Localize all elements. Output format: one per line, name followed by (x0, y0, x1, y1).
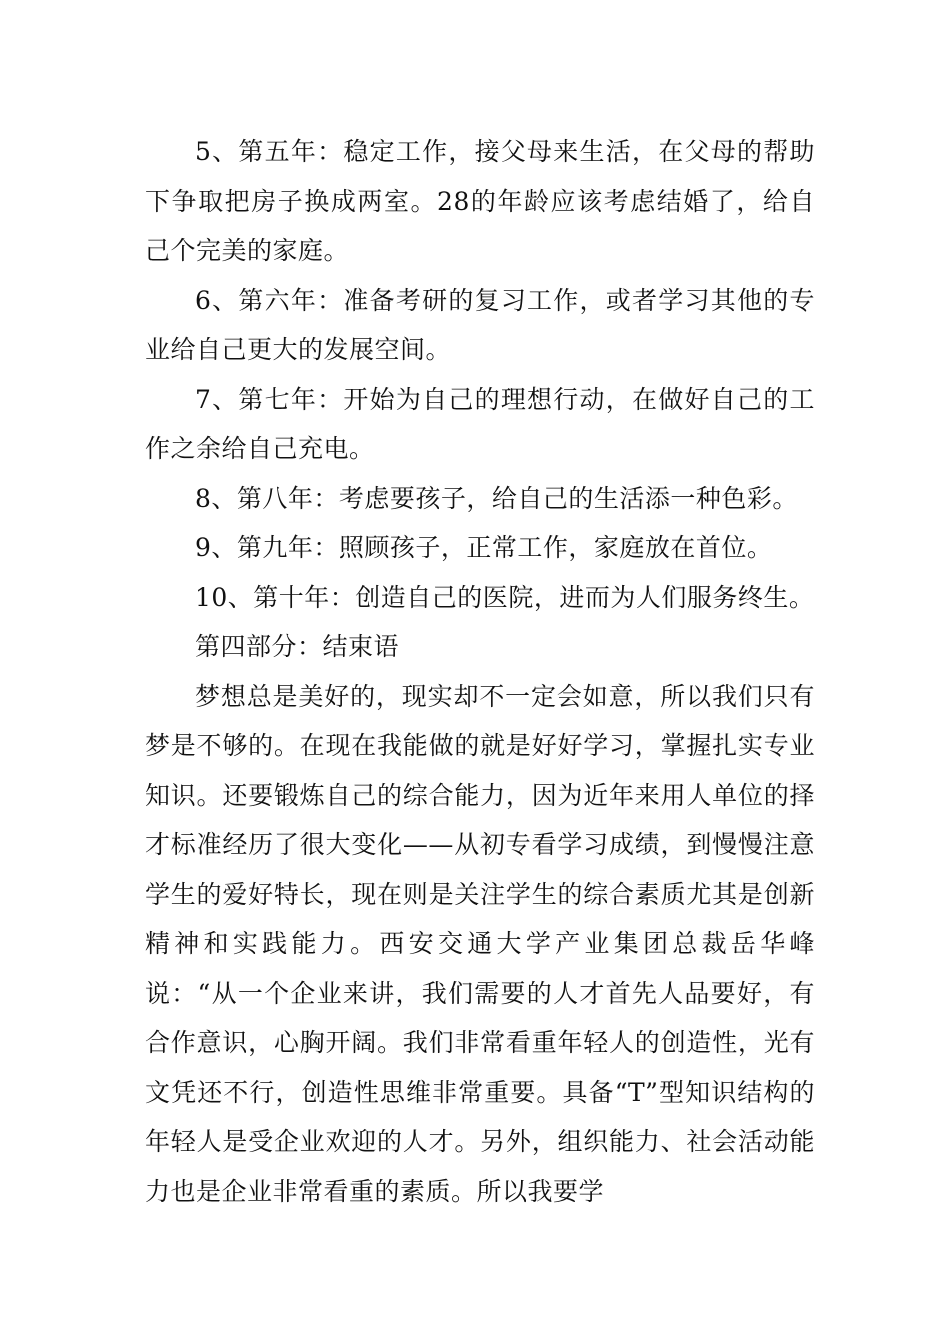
paragraph-year-6: 6、第六年：准备考研的复习工作，或者学习其他的专业给自己更大的发展空间。 (145, 285, 815, 364)
section-heading-part-four: 第四部分：结束语 (195, 632, 400, 661)
paragraph-year-5: 5、第五年：稳定工作，接父母来生活，在父母的帮助下争取把房子换成两室。28的年龄应该考虑结婚了，给自己个完美的家庭。 (145, 137, 815, 265)
paragraph-year-7: 7、第七年：开始为自己的理想行动，在做好自己的工作之余给自己充电。 (145, 384, 815, 463)
document-body (145, 127, 815, 1216)
paragraph-year-10: 10、第十年：创造自己的医院，进而为人们服务终生。 (195, 582, 815, 612)
paragraph-year-9: 9、第九年：照顾孩子，正常工作，家庭放在首位。 (195, 533, 773, 562)
paragraph-conclusion: 梦想总是美好的，现实却不一定会如意，所以我们只有梦是不够的。在现在我能做的就是好好学习，掌握扎实专业知识。还要锻炼自己的综合能力，因为近年来用人单位的择才标准经历了很大变化——从初专看学习成绩，到慢慢注意学生的爱好特长，现在则是关注学生的综合素质尤其是创新精神和实践能力。西安交通大学产业集团总裁岳华峰说：“从一个企业来讲，我们需要的人才首先人品要好，有合作意识，心胸开阔。我们非常看重年轻人的创造性，光有文凭还不行，创造性思维非常重要。具备“T”型知识结构的年轻人是受企业欢迎的人才。另外，组织能力、社会活动能力也是企业非常看重的素质。所以我要学 (145, 681, 815, 1206)
paragraph-year-8: 8、第八年：考虑要孩子，给自己的生活添一种色彩。 (195, 483, 798, 513)
